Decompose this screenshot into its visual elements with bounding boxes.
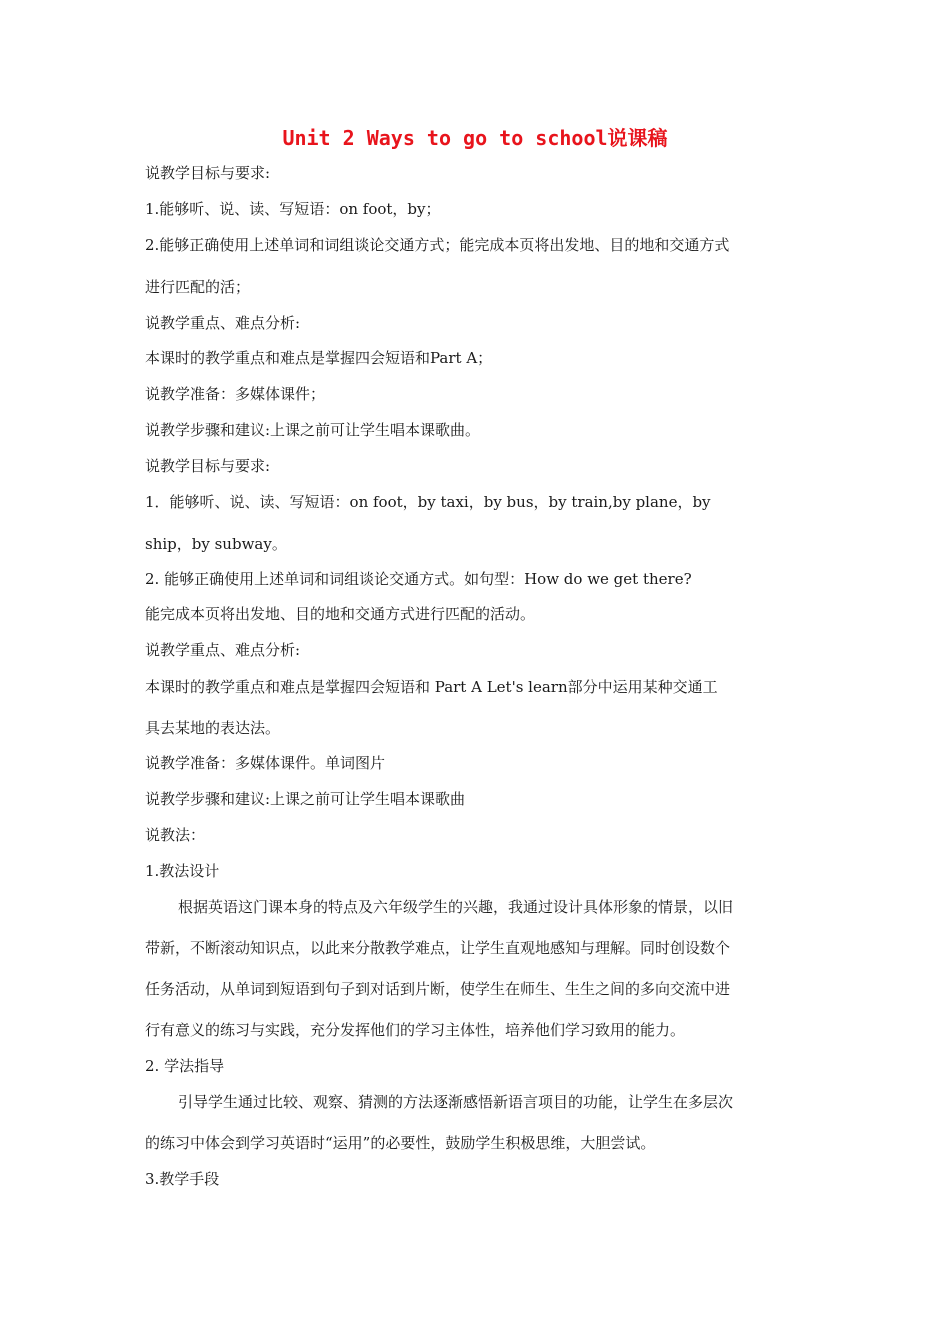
- text-line: 能完成本页将出发地、目的地和交通方式进行匹配的活动。: [145, 605, 536, 623]
- text-line: 2.能够正确使用上述单词和词组谈论交通方式；能完成本页将出发地、目的地和交通方式: [145, 236, 730, 254]
- paragraph-line: 行有意义的练习与实践，充分发挥他们的学习主体性，培养他们学习致用的能力。: [145, 1021, 686, 1039]
- text-line: 进行匹配的活；: [145, 278, 251, 296]
- text-line: 3.教学手段: [145, 1170, 220, 1188]
- paragraph-line: 根据英语这门课本身的特点及六年级学生的兴趣，我通过设计具体形象的情景，以旧: [178, 898, 734, 916]
- text-line: 1．能够听、说、读、写短语：on foot，by taxi，by bus，by train,by plane，by: [145, 493, 711, 511]
- text-line: 具去某地的表达法。: [145, 719, 281, 737]
- document-title: Unit 2 Ways to go to school说课稿: [282, 126, 668, 150]
- text-line: 说教学重点、难点分析:: [145, 641, 301, 659]
- text-line: 说教学步骤和建议:上课之前可让学生唱本课歌曲。: [145, 421, 481, 439]
- text-line: 2. 能够正确使用上述单词和词组谈论交通方式。如句型：How do we get there?: [145, 570, 692, 588]
- text-line: 说教学步骤和建议:上课之前可让学生唱本课歌曲: [145, 790, 466, 808]
- paragraph-line: 带新，不断滚动知识点，以此来分散教学难点，让学生直观地感知与理解。同时创设数个: [145, 939, 731, 957]
- paragraph-line: 任务活动，从单词到短语到句子到对话到片断，使学生在师生、生生之间的多向交流中进: [145, 980, 731, 998]
- text-line: 说教学目标与要求:: [145, 164, 271, 182]
- text-line: 说教学准备：多媒体课件；: [145, 385, 326, 403]
- paragraph-line: 引导学生通过比较、观察、猜测的方法逐渐感悟新语言项目的功能，让学生在多层次: [178, 1093, 734, 1111]
- text-line: 说教法：: [145, 826, 206, 844]
- paragraph-line: 的练习中体会到学习英语时“运用”的必要性，鼓励学生积极思维，大胆尝试。: [145, 1134, 656, 1152]
- text-line: 说教学重点、难点分析:: [145, 314, 301, 332]
- text-line: 本课时的教学重点和难点是掌握四会短语和 Part A Let's learn部分中运用某种交通工: [145, 678, 718, 696]
- text-line: 本课时的教学重点和难点是掌握四会短语和Part A；: [145, 349, 493, 367]
- text-line: 1.教法设计: [145, 862, 220, 880]
- text-line: 1.能够听、说、读、写短语：on foot，by；: [145, 200, 441, 218]
- text-line: 说教学准备：多媒体课件。单词图片: [145, 754, 386, 772]
- text-line: 2. 学法指导: [145, 1057, 225, 1075]
- text-line: ship，by subway。: [145, 535, 287, 553]
- text-line: 说教学目标与要求:: [145, 457, 271, 475]
